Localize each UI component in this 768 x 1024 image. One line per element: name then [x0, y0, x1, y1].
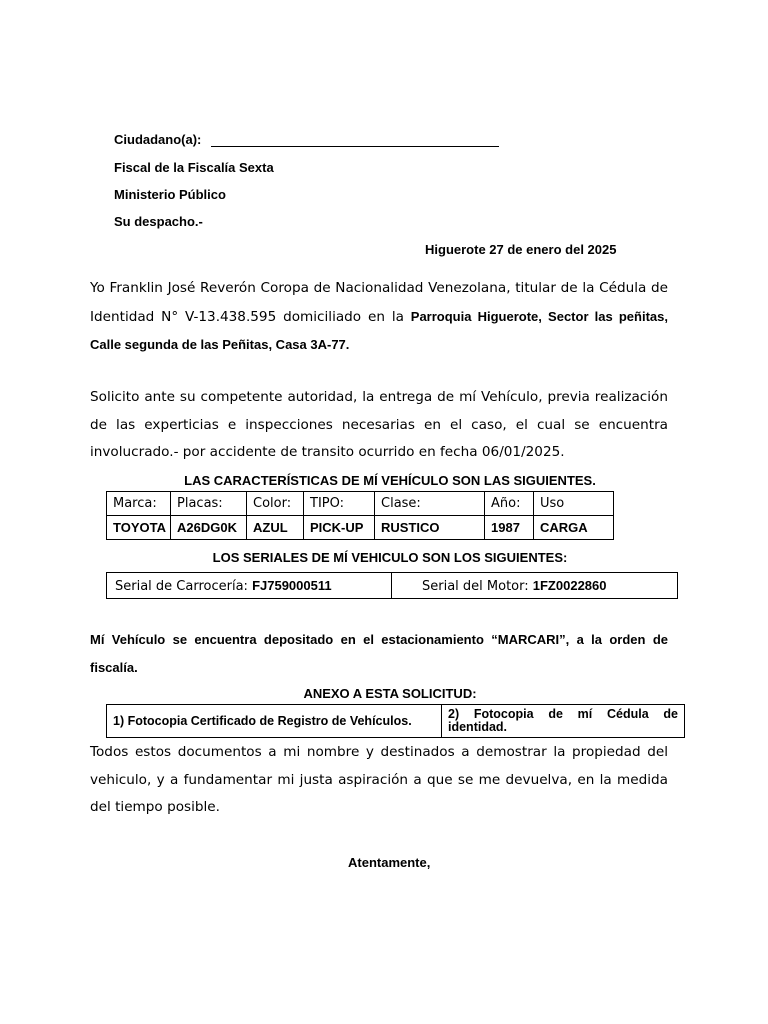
recipient-line-3: Su despacho.- — [114, 214, 203, 229]
table-header-cell: Uso — [534, 492, 614, 516]
recipient-line-2: Ministerio Público — [114, 187, 226, 202]
table-cell: CARGA — [534, 516, 614, 540]
serial-body-cell — [107, 573, 392, 599]
intro-address: Parroquia Higuerote, Sector las peñitas, Calle segunda de las Peñitas, Casa 3A-77. — [90, 308, 668, 353]
serial-motor-value: 1FZ0022860 — [532, 577, 607, 593]
ciudadano-label: Ciudadano(a): — [114, 132, 202, 147]
table-header-cell: Placas: — [171, 492, 247, 516]
recipient-label — [114, 132, 499, 147]
table-cell: TOYOTA — [107, 516, 171, 540]
serial-body-label: Serial de Carrocería: — [115, 578, 253, 594]
recipient-line-1: Fiscal de la Fiscalía Sexta — [114, 160, 274, 175]
serial-motor-cell — [392, 573, 678, 599]
annex-row — [107, 705, 685, 738]
table-cell: RUSTICO — [375, 516, 485, 540]
table-header-cell: TIPO: — [304, 492, 375, 516]
table-header-cell: Clase: — [375, 492, 485, 516]
serial-motor-label: Serial del Motor: — [422, 578, 533, 594]
table-header-cell: Año: — [485, 492, 534, 516]
table-cell: PICK-UP — [304, 516, 375, 540]
serials-table — [106, 572, 678, 599]
intro-paragraph — [90, 275, 668, 360]
closing-paragraph: Todos estos documentos a mi nombre y destinados a demostrar la propiedad del vehiculo, y a fundamentar mi justa aspiración a que se me devuelva, en la medida del tiempo posible. — [90, 744, 668, 816]
signoff: Atentamente, — [348, 855, 431, 870]
table-cell: 1987 — [485, 516, 534, 540]
table-header-cell: Marca: — [107, 492, 171, 516]
annex-item-1: 1) Fotocopia Certificado de Registro de Vehículos. — [107, 705, 442, 738]
annex-table — [106, 704, 685, 738]
characteristics-title: LAS CARACTERÍSTICAS DE MÍ VEHÍCULO SON LAS SIGUIENTES. — [184, 473, 596, 488]
deposit-paragraph: Mí Vehículo se encuentra depositado en el estacionamiento “MARCARI”, a la orden de fiscalía. — [90, 632, 668, 675]
intro-text: Yo Franklin José Reverón Coropa de Nacionalidad Venezolana, titular de la Cédula de Identidad N° V-13.438.595 domiciliado en la — [90, 280, 668, 325]
letter-date: Higuerote 27 de enero del 2025 — [425, 242, 617, 257]
recipient-blank-line — [211, 134, 499, 147]
characteristics-value-row — [107, 516, 614, 540]
characteristics-header-row — [107, 492, 614, 516]
serials-title: LOS SERIALES DE MÍ VEHICULO SON LOS SIGUIENTES: — [212, 550, 568, 565]
table-cell: AZUL — [247, 516, 304, 540]
serial-body-value: FJ759000511 — [252, 577, 332, 593]
annex-title: ANEXO A ESTA SOLICITUD: — [303, 686, 477, 701]
characteristics-table — [106, 491, 614, 540]
serials-row — [107, 573, 678, 599]
request-paragraph: Solicito ante su competente autoridad, la entrega de mí Vehículo, previa realización de las experticias e inspecciones necesarias en el caso, el cual se encuentra involucrado.- por accidente de transito ocurrido en fecha 06/01/2025. — [90, 389, 668, 461]
table-cell: A26DG0K — [171, 516, 247, 540]
annex-item-2: 2) Fotocopia de mí Cédula de identidad. — [442, 705, 685, 738]
table-header-cell: Color: — [247, 492, 304, 516]
